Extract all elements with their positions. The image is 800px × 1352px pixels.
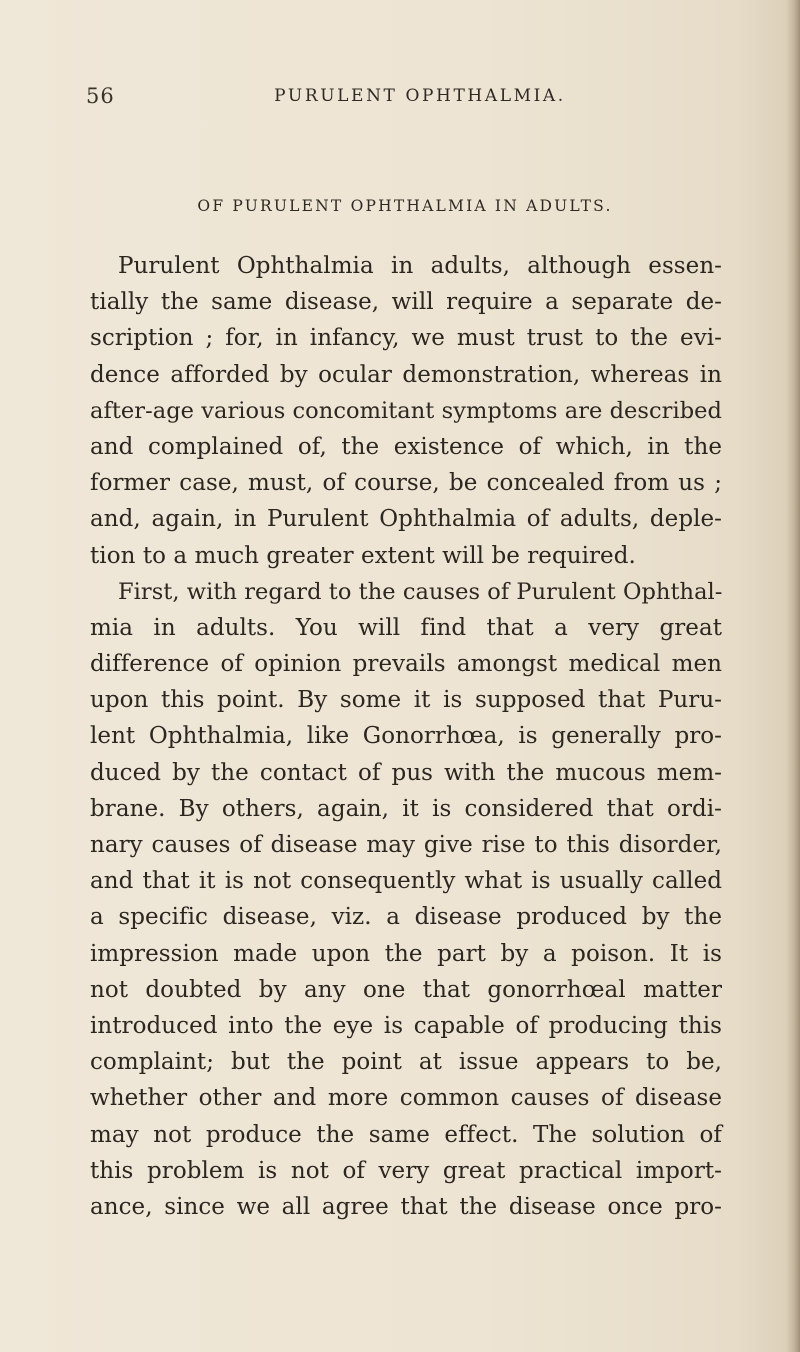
text-line: after-age various concomitant symptoms are described	[90, 397, 722, 424]
text-line: difference of opinion prevails amongst medical men	[90, 651, 722, 678]
text-line: First, with regard to the causes of Purulent Ophthal-	[118, 578, 723, 605]
text-line: introduced into the eye is capable of producing this	[90, 1012, 722, 1039]
text-line: not doubted by any one that gonorrhœal matter	[90, 976, 722, 1003]
text-line: impression made upon the part by a poison. It is	[90, 940, 722, 967]
text-line: ance, since we all agree that the disease once pro-	[90, 1193, 722, 1220]
page-binding-edge	[786, 0, 800, 1352]
text-line: complaint; but the point at issue appears to be,	[90, 1049, 722, 1076]
text-line: mia in adults. You will find that a very great	[90, 614, 722, 641]
text-line: and that it is not consequently what is usually called	[90, 868, 722, 895]
text-line: former case, must, of course, be concealed from us ;	[90, 470, 722, 497]
text-line: this problem is not of very great practical import-	[90, 1157, 722, 1184]
text-line: tion to a much greater extent will be required.	[90, 542, 636, 569]
section-heading: OF PURULENT OPHTHALMIA IN ADULTS.	[197, 197, 613, 215]
running-head	[0, 84, 800, 114]
text-line: tially the same disease, will require a separate de-	[90, 289, 722, 316]
text-line: may not produce the same effect. The solution of	[90, 1121, 722, 1148]
text-line: a specific disease, viz. a disease produced by the	[90, 904, 722, 931]
text-line: duced by the contact of pus with the mucous mem-	[90, 759, 722, 786]
text-line: nary causes of disease may give rise to this disorder,	[90, 832, 722, 858]
text-line: lent Ophthalmia, like Gonorrhœa, is generally pro-	[90, 723, 722, 750]
text-line: dence afforded by ocular demonstration, whereas in	[90, 361, 722, 388]
text-line: brane. By others, again, it is considered that ordi-	[90, 795, 722, 822]
text-line: whether other and more common causes of disease	[90, 1085, 722, 1112]
text-line: and, again, in Purulent Ophthalmia of adults, deple-	[90, 506, 722, 533]
text-line: scription ; for, in infancy, we must trust to the evi-	[90, 325, 722, 352]
text-line: Purulent Ophthalmia in adults, although essen-	[118, 253, 722, 279]
running-head-title: PURULENT OPHTHALMIA.	[274, 86, 566, 106]
text-line: upon this point. By some it is supposed that Puru-	[90, 687, 722, 714]
page-number: 56	[86, 84, 115, 108]
body-text	[90, 248, 722, 1225]
text-line: and complained of, the existence of which, in the	[90, 433, 722, 460]
